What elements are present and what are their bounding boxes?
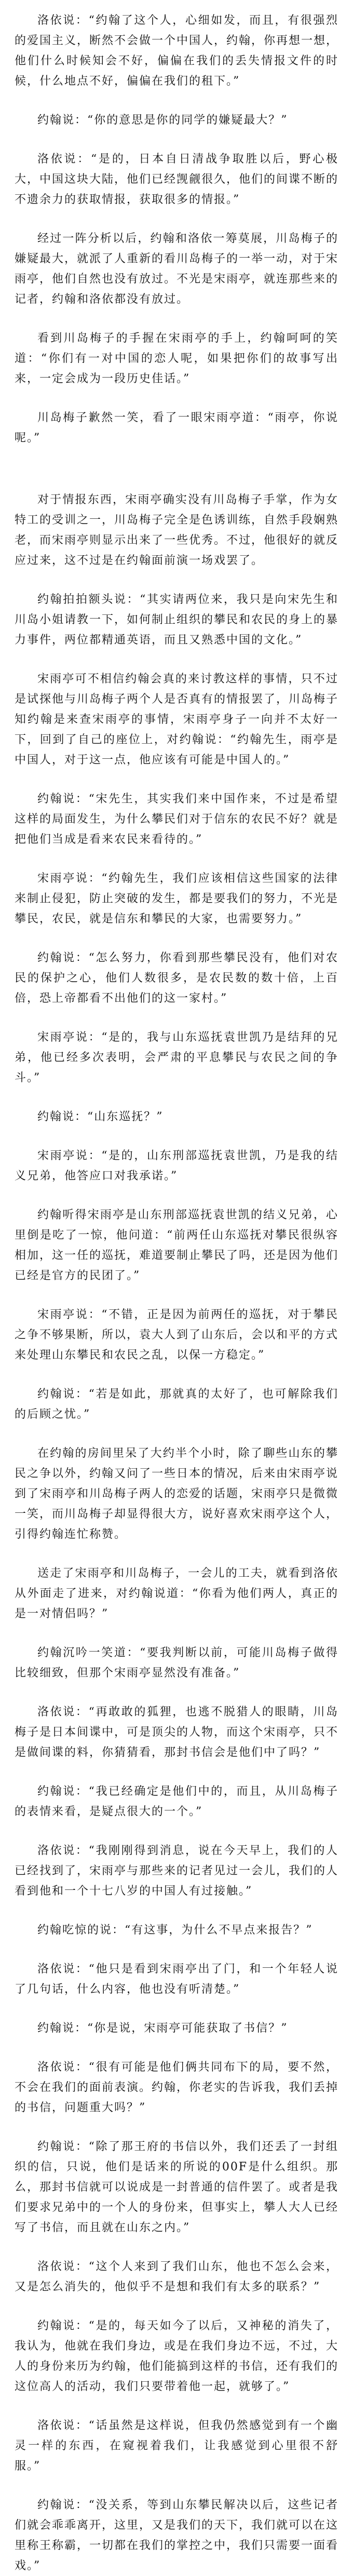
paragraph-11: 宋雨亭说：“约翰先生，我们应该相信这些国家的法律来制止侵犯，防止突破的发生，都是要我们的努力，不光是攀民，农民，就是信东和攀民的大家，也需要努力。” [15, 872, 339, 925]
paragraph-15: 宋雨亭说：“是的，山东刑部巡抚袁世凯，乃是我的结义兄弟，他答应口对我承诺。” [15, 1149, 338, 1183]
paragraph-26: 洛依说：“他只是看到宋雨亭出了门，和一个年轻人说了几句话，什么内容，他也没有听清楚。” [15, 1963, 338, 1996]
paragraph-31: 约翰说：“是的，每天如今了以后，又神秘的消失了，我认为，他就在我们身边，或是在我们身边不远，不过，大人的身份来历为约翰，他们能搞到这样的书信，还有我们的这位高人的活动，我们只要带着他一起，就够了。” [15, 2319, 339, 2393]
paragraph-13: 宋雨亭说：“是的，我与山东巡抚袁世凯乃是结拜的兄弟，他已经多次表明，会严肃的平息攀民与农民之间的争斗。” [15, 1031, 338, 1084]
paragraph-21: 约翰沉吟一笑道：“要我判断以前，可能川岛梅子做得比较细致，但那个宋雨亭显然没有准备。” [15, 1646, 338, 1680]
paragraph-06: 川岛梅子歉然一笑，看了一眼宋雨亭道：“雨亭，你说呢。” [15, 411, 338, 445]
paragraph-04: 经过一阵分析以后，约翰和洛依一筹莫展，川岛梅子的嫌疑最大，就派了人重新的看川岛梅子的一举一动，对于宋雨亭，他们自然也没有放过。不光是宋雨亭，就连那些来的记者，约翰和洛依都没有放过。 [15, 232, 339, 306]
paragraph-19: 在约翰的房间里呆了大约半个小时，除了聊些山东的攀民之争以外，约翰又问了一些日本的情况，后来由宋雨亭说到了宋雨亭和川岛梅子两人的恋爱的话题，宋雨亭只是微微一笑，而川岛梅子却显得很大方，说好喜欢宋雨亭这个人，引得约翰连忙称赞。 [15, 1447, 339, 1541]
paragraph-05: 看到川岛梅子的手握在宋雨亭的手上，约翰呵呵的笑道：“你们有一对中国的恋人呢，如果把你们的故事写出来，一定会成为一段历史佳话。” [15, 332, 338, 385]
paragraph-24: 洛依说：“我刚刚得到消息，说在今天早上，我们的人已经找到了，宋雨亭与那些来的记者见过一会儿，我们的人看到他和一个十七八岁的中国人有过接触。” [15, 1844, 339, 1898]
paragraph-33: 约翰说：“没关系，等到山东攀民解决以后，这些记者们就会乖乖离开，这里，又是我们的天下，我们就可以在这里称王称霸，一切都在我们的掌控之中，我们只需要一面看戏。” [15, 2499, 339, 2572]
paragraph-10: 约翰说：“宋先生，其实我们来中国作来，不过是希望这样的局面发生，为什么攀民们对于信东的农民不好？就是把他们当成是看来农民来看待的。” [15, 793, 339, 846]
paragraph-01: 洛依说：“约翰了这个人，心细如发，而且，有很强烈的爱国主义，断然不会做一个中国人，约翰，你再想一想，他们什么时候知会不好，偏偏在我们的丢失情报文件的时候，什么地点不好，偏偏在我们的租下。” [15, 14, 339, 88]
paragraph-14: 约翰说：“山东巡抚？” [37, 1110, 164, 1123]
paragraph-23: 约翰说：“我已经确定是他们中的，而且，从川岛梅子的表情来看，是疑点很大的一个。” [15, 1785, 338, 1818]
paragraph-03: 洛依说：“是的，日本自日清战争取胜以后，野心极大，中国这块大陆，他们已经觊觎很久，他们的间谍不断的不遗余力的获取情报，获取很多的情报。” [15, 153, 339, 206]
paragraph-12: 约翰说：“怎么努力，你看到那些攀民没有，他们对农民的保护之心，他们人数很多，是农民数的数十倍，上百倍，恐上帝都看不出他们的这一家村。” [15, 951, 338, 1005]
paragraph-27: 约翰说：“你是说，宋雨亭可能获取了书信？” [37, 2022, 288, 2035]
paragraph-29: 约翰说：“除了那王府的书信以外，我们还丢了一封组织的信，只说，他们是话来的所说的00F是什么组织。那么，那封书信就可以说成是一封普通的信件罢了。或者是我们要求兄弟中的一个人的身份来，但事实上，攀人大人已经写了书信，而且就在山东之内。” [15, 2140, 339, 2234]
paragraph-30: 洛依说：“这个人来到了我们山东，他也不怎么会来，又是怎么消失的，他似乎不是想和我们有太多的联系？” [15, 2260, 338, 2293]
paragraph-32: 洛依说：“话虽然是这样说，但我仍然感觉到有一个幽灵一样的东西，在窥视着我们，让我感觉到心里很不舒服。” [15, 2419, 338, 2473]
paragraph-09: 宋雨亭可不相信约翰会真的来讨教这样的事情，只不过是试探他与川岛梅子两个人是否真有的情报罢了，川岛梅子知约翰是来查宋雨亭的事情，宋雨亭身子一向并不太好一下，回到了自己的座位上，对约翰说：“约翰先生，雨亭是中国人，对于这一点，他应该有可能是中国人的。” [15, 673, 339, 767]
paragraph-07: 对于情报东西，宋雨亭确实没有川岛梅子手掌，作为女特工的受训之一，川岛梅子完全是色诱训练，自然手段娴熟老，而宋雨亭则显示出来了一些优秀。不过，他很好的就反应过来，这不过是在约翰面前演一场戏罢了。 [15, 493, 339, 567]
paragraph-25: 约翰吃惊的说：“有这事，为什么不早点来报告？” [37, 1924, 313, 1937]
paragraph-28: 洛依说：“很有可能是他们俩共同布下的局，要不然，不会在我们的面前表演。约翰，你老实的告诉我，我们丢掉的书信，问题重大吗？” [15, 2061, 339, 2114]
paragraph-20: 送走了宋雨亭和川岛梅子，一会儿的工夫，就看到洛依从外面走了进来，对约翰说道：“你看为他们两人，真正的是一对情侣吗？” [15, 1567, 338, 1620]
paragraph-18: 约翰说：“若是如此，那就真的太好了，也可解除我们的后顾之忧。” [15, 1388, 338, 1421]
paragraph-16: 约翰听得宋雨亭是山东刑部巡抚袁世凯的结义兄弟，心里倒是吃了一惊，他问道：“前两任山东巡抚对攀民很纵容相加，这一任的巡抚，难道要制止攀民了吗，还是因为他们已经是官方的民团了。” [15, 1209, 339, 1282]
paragraph-17: 宋雨亭说：“不错，正是因为前两任的巡抚，对于攀民之争不够果断，所以，袁大人到了山东后，会以和平的方式来处理山东攀民和农民之乱，以保一方稳定。” [15, 1308, 339, 1362]
paragraph-02: 约翰说：“你的意思是你的同学的嫌疑最大？” [37, 114, 288, 127]
paragraph-22: 洛依说：“再敢敢的狐狸，也逃不脱猎人的眼睛，川岛梅子是日本间谍中，可是顶尖的人物，而这个宋雨亭，只不是做间谍的料，你猜猜看，那封书信会是他们中了吗？” [15, 1706, 339, 1759]
paragraph-08: 约翰拍拍额头说：“其实请两位来，我只是向宋先生和川岛小姐请教一下，如何制止组织的攀民和农民的身上的暴力事件，两位都精通英语，而且又熟悉中国的文化。” [15, 593, 339, 647]
